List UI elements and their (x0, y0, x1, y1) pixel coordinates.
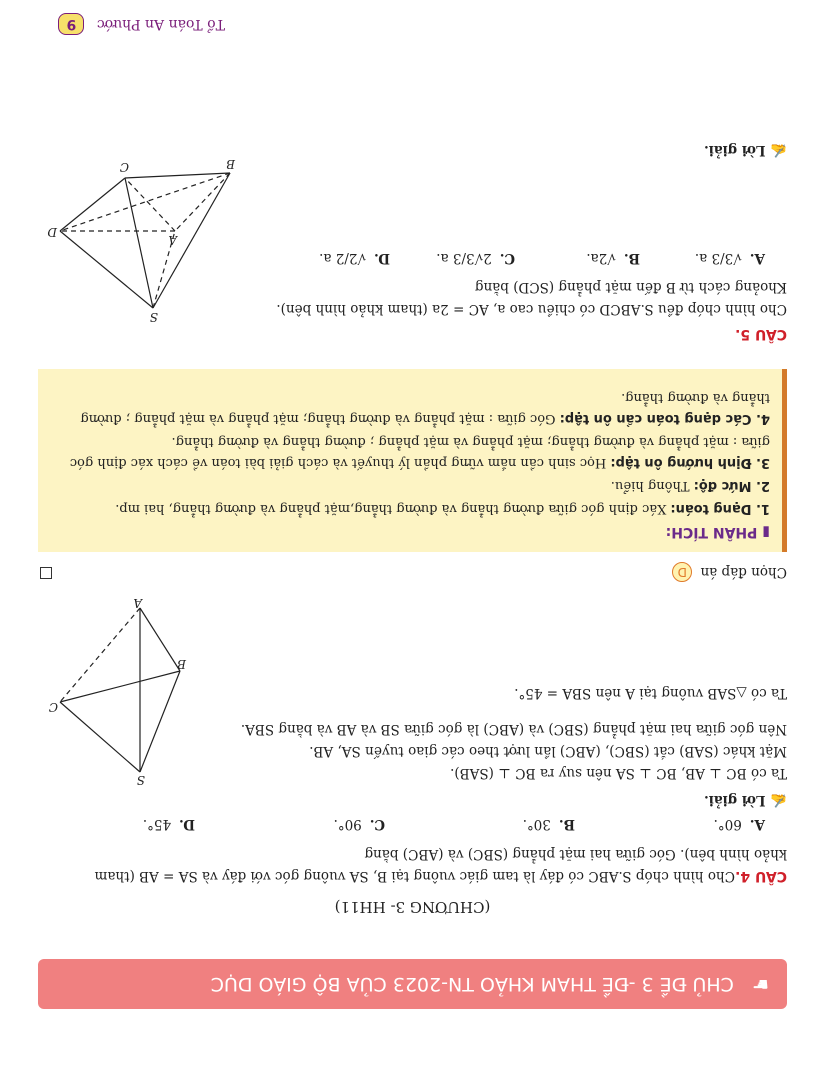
question-5-options (265, 250, 765, 266)
solution-line-4: Ta có △SAB vuông tại A nên SBA = 45°. (514, 685, 787, 701)
hand-icon: ☛ (751, 973, 769, 995)
edge-sc (60, 702, 140, 772)
option-a: A.60°. (713, 816, 765, 832)
diag-ac (125, 178, 175, 231)
page-footer (58, 13, 225, 35)
pyramid-figure-2 (45, 153, 235, 328)
pyramid-figure-1 (48, 596, 200, 787)
chapter-banner (38, 959, 787, 1009)
diag-bd (60, 173, 230, 231)
question-4-label: CÂU 4. (735, 868, 787, 884)
page-number: 9 (58, 13, 84, 35)
option-c: C.2√3/3 a. (436, 250, 515, 266)
analysis-title: ▮ PHÂN TÍCH: (665, 524, 770, 540)
edge-ac (60, 608, 140, 702)
solution-line-3: Nên góc giữa hai mặt phẳng (SBC) và (ABC) là góc giữa SB và AB và bằng SBA. (240, 721, 787, 737)
question-5-solution-label: ✍ Lời giải. (704, 142, 787, 158)
vertex-c: C (119, 160, 129, 174)
vertex-s: S (149, 310, 158, 324)
edge-bc (60, 671, 180, 702)
question-4-solution-label: ✍ Lời giải. (704, 792, 787, 808)
answer-badge: D (672, 562, 692, 582)
edge-bc (125, 173, 230, 178)
bookmark-icon: ▮ (757, 524, 770, 540)
chapter-heading: (CHƯƠNG 3- HH11) (334, 898, 491, 916)
solution-line-1: Ta có BC ⊥ AB, BC ⊥ SA nên suy ra BC ⊥ (SAB). (450, 765, 787, 781)
edge-cd (60, 178, 125, 231)
analysis-item-4: 4. Các dạng toán cần ôn tập: Góc giữa : mặt phẳng và đường thẳng; mặt phẳng và mặt phẳng ; đường thẳng và đường thẳng. (80, 390, 770, 426)
question-4-stem-2: khảo hình bên). Góc giữa hai mặt phẳng (SBC) và (ABC) bằng (364, 846, 787, 862)
vertex-b: B (177, 657, 186, 671)
edge-ab (140, 608, 180, 671)
question-4-stem-1: Cho hình chóp S.ABC có đáy là tam giác vuông tại B, SA vuông góc với đáy và SA = AB (tham (94, 868, 735, 884)
vertex-a: A (133, 596, 142, 610)
question-5-label: CÂU 5. (735, 326, 787, 342)
answer-prefix: Chọn đáp án (700, 564, 787, 580)
question-5-stem-1: Cho hình chóp đều S.ABCD có chiều cao a, AC = 2a (tham khảo hình bên). (276, 301, 787, 317)
answer-line (672, 562, 787, 582)
edge-sb (153, 173, 230, 308)
option-d: D.√2/2 a. (319, 250, 390, 266)
vertex-s: S (136, 773, 145, 787)
option-a: A.√3/3 a. (694, 250, 765, 266)
question-4-options (5, 816, 765, 832)
option-d: D.45°. (142, 816, 195, 832)
analysis-item-1: 1. Dạng toán: Xác định góc giữa đường thẳng và đường thẳng,mặt phẳng và đường thẳng, hai mp. (115, 501, 770, 516)
banner-title: CHỦ ĐỀ 3 -ĐỀ THAM KHẢO TN-2023 CỦA BỘ GIÁO DỤC (210, 973, 734, 995)
option-b: B.√2a. (586, 250, 640, 266)
option-c: C.90°. (333, 816, 385, 832)
vertex-c: C (48, 700, 58, 714)
option-b: B.30°. (522, 816, 575, 832)
question-5-stem-2: Khoảng cách từ B đến mặt phẳng (SCD) bằng (474, 279, 787, 295)
footer-text: Tổ Toán An Phước (96, 16, 225, 32)
vertex-a: A (168, 233, 177, 247)
solution-line-2: Mặt khác (SAB) cắt (SBC), (ABC) lần lượt theo các giao tuyến SA, AB. (309, 743, 787, 759)
edge-sb (140, 671, 180, 772)
end-square (40, 567, 52, 579)
vertex-d: D (47, 225, 57, 239)
vertex-b: B (226, 157, 235, 171)
analysis-item-2: 2. Mức độ: Thông hiểu. (610, 478, 770, 493)
analysis-item-3: 3. Định hướng ôn tập: Học sinh cần nắm vững phần lý thuyết và cách giải bài toán về cách xác định góc giữa : mặt phẳng và đường thẳng; mặt phẳng và mặt phẳng ; đường thẳng và đường thẳng. (69, 434, 770, 470)
analysis-box (38, 369, 787, 552)
